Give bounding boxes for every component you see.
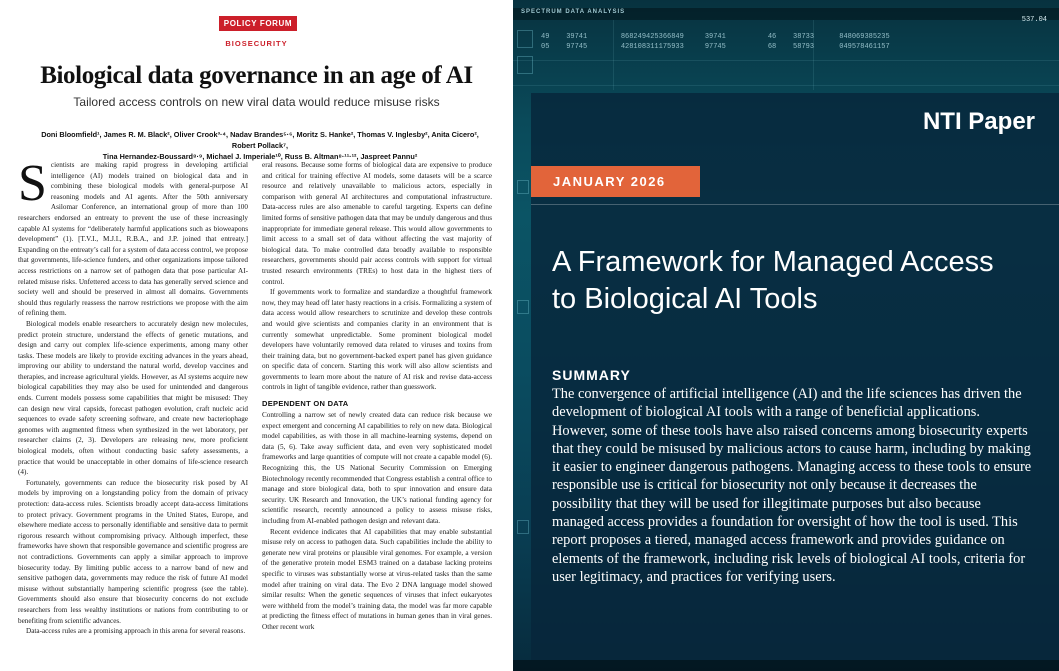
data-number-row: 05 97745 428108311175933 97745 68 58793 049578461157 (541, 43, 890, 51)
publisher-label: NTI Paper (922, 108, 1035, 135)
drop-cap: S (18, 160, 47, 212)
paragraph: If governments work to formalize and standardize a thoughtful framework now, they may head off later hasty reactions in a crisis. Formalizing a system of data access would allow researchers to scrutinize and develop these controls and would give scientists and companies clarity in an environment that is currently somewhat unpredictable. Some prominent biological model developers have voluntarily removed data related to viruses and toxins from their training data, but no government-backed expert panel has given guidance on specific data of concern. Starting this work will also allow scientists and governments to learn more about the nature of AI risk and revise data-access controls in light of tangible evidence, rather than guesswork. (262, 288, 492, 392)
grid-line (813, 20, 814, 90)
article-column-left (18, 160, 248, 671)
article-column-right (262, 160, 492, 671)
section-label: BIOSECURITY (225, 39, 288, 48)
grid-line (513, 85, 1059, 86)
nti-paper-cover (513, 0, 1059, 671)
bottom-strip (513, 660, 1059, 671)
summary-text: The convergence of artificial intelligence (AI) and the life sciences has driven the development of biological AI tools with a range of beneficial applications. However, some of these tools have also raised concerns among biosecurity experts that they could be misused by malicious actors to cause harm, including by making it easier to engineer dangerous pathogens. Managing access to these tools to ensure responsible use is critical for biosecurity not only because it decreases the possibility that they will be used for illegitimate purposes but also because managed access provides a foundation for oversight of how the tool is used. This report proposes a tiered, managed access framework and provides guidance on elements of the framework, including risk levels of biological AI tools, criteria for user legitimacy, and practices for verifying users. (552, 386, 1032, 585)
paragraph: Data-access rules are a promising approach in this arena for several reasons. (26, 627, 246, 636)
data-panel-label: SPECTRUM DATA ANALYSIS (521, 9, 626, 15)
paragraph: Recent evidence indicates that AI capabilities that may enable substantial misuse rely on access to pathogen data. Such capabilities include the ability to generate new viral proteins or plausible viral genomes. For example, a version of the generative protein model ESM3 trained on a database lacking proteins specific to viruses was substantially worse at virus-related tasks than the same model after training on viral data. The Evo 2 DNA language model showed similar results: When the genetic sequences of viruses that infect eukaryotes were withheld from the model’s training data, the model was far more capable at predicting the fitness effect of mutations in human genes than in viral genes. Other recent work (262, 527, 492, 631)
grid-line (613, 20, 614, 90)
policy-forum-badge: POLICY FORUM (219, 16, 297, 31)
paragraph: eral reasons. Because some forms of biological data are expensive to produce and critical for training effective AI models, some datasets will be a scarce resource and relatively unavailable to malicious actors, especially in comparison with general AI architectures and computational infrastructure. Data-access rules are also amenable to careful targeting. Experts can define limited forms of sensitive pathogen data that may be unduly dangerous and thus inappropriate for immediate general release. This would allow governments to limit access to a small set of data without affecting the vast majority of biological data. To make controlled data broadly available to responsible researchers, governments should pair access controls with support for virtual trusted research environments (TREs) to host data in the highest tiers of control. (262, 161, 492, 286)
data-panel-value: 537.04 (1021, 16, 1047, 24)
paragraph-text: cientists are making rapid progress in developing artificial intelligence (AI) models trained on biological data and in combining these biological models with general-purpose AI reasoning models and AI agents. After the 50th anniversary Asilomar Conference, an international group of more than 100 researchers endorsed an entreaty to prevent the use of these increasingly capable AI systems for “deliberately harmful applications such as bioweapons development” (1). [T.V.I., M.J.I., R.B.A., and J.P. joined that entreaty.] Expanding on the entreaty’s call for a system of data access control, we propose that governments, life-science funders, and other organizations impose tailored access restrictions on a narrow set of pathogen data that pose particular AI-related misuse risks. Unfettered access to data has generally served science and society well and should be preserved in almost all domains. Governments should thus regularly reassess the narrow restrictions we propose with the aim of refining them. (18, 161, 248, 318)
hexagon-shape (517, 180, 529, 194)
article-subtitle: Tailored access controls on new viral data would reduce misuse risks (73, 95, 440, 109)
data-number-row: 49 39741 868249425366849 39741 46 38733 848069385235 (541, 33, 890, 41)
article-title: Biological data governance in an age of AI (40, 62, 473, 89)
paragraph (18, 160, 248, 319)
paragraph: Controlling a narrow set of newly created data can reduce risk because we expect emergent and concerning AI capabilities to rely on new data. Biological model capabilities, as with those in all machine-learning systems, depend on data (5, 6). Take away sufficient data, and even very sophisticated model frameworks and large quantities of compute will not create a capable model (6). Recognizing this, the US National Security Commission on Emerging Biotechnology recently recommended that Congress establish a central office to manage and store biological data, both to spur innovation and ensure data security. UK Research and Innovation, the UK’s national funding agency for scientific research, recently announced a policy to assess misuse risks, including from AI-enabled pathogen design and relevant data. (262, 411, 492, 525)
hexagon-shape (517, 300, 529, 314)
paragraph: Biological models enable researchers to accurately design new molecules, predict protein structure, understand the effects of genetic mutations, and design and carry out complex life-science experiments, among many other tasks. These models are likely to provide exciting advances in the years ahead, improving our ability to understand the natural world, develop vaccines and therapies, and increase agricultural yields. However, as AI systems acquire new biological capabilities they may also be used for unintended and dangerous ends. Current models possess some capabilities that might be misused: They can design new viral capsids, forecast pathogen evolution, craft nucleic acid sequences to evade safety screening software, and create new bacteriophage genomes with augmented fitness when synthesized in the wet laboratory, per researcher claims (2, 3). Developers are releasing new, more proficient biological models, often without conducting basic safety assessments, a practice that would be unacceptable in other domains of life-science research (4). (18, 319, 248, 477)
hexagon-shape (517, 56, 533, 74)
date-badge: JANUARY 2026 (531, 166, 700, 197)
author-line-2: Tina Hernandez-Boussard⁸·⁹, Michael J. Imperiale¹⁰, Russ B. Altman⁸·¹¹·¹², Jaspreet Pannu² (102, 152, 418, 161)
author-list (30, 129, 490, 162)
policy-forum-article (0, 0, 513, 671)
section-heading: DEPENDENT ON DATA (262, 399, 349, 409)
hexagon-shape (517, 30, 533, 48)
cover-title: A Framework for Managed Access to Biological AI Tools (552, 246, 994, 315)
summary-heading: SUMMARY (552, 367, 631, 383)
author-line-1: Doni Bloomfield¹, James R. M. Black², Oliver Crook³·⁴, Nadav Brandes⁵·⁶, Moritz S. Hanke², Thomas V. Inglesby², Anita Cicero², Robert Pollack⁷, (41, 130, 479, 150)
grid-line (513, 60, 1059, 61)
divider (531, 204, 1059, 205)
paragraph: Fortunately, governments can reduce the biosecurity risk posed by AI models by improving on a longstanding policy from the domain of privacy protection: data-access rules. Scientists broadly accept data-access limitations to protect privacy. Government programs in the United States, Europe, and elsewhere mediate access to personally identifiable and sensitive data to permit rigorous research without compromising privacy. Although imperfect, these frameworks have shown that responsible governance and scientific progress are not contradictions. Governments can apply a similar approach to improve biosecurity today. By limiting public access to a narrow band of new and sensitive pathogen data, governments may reduce the risk of future AI model misuse without substantially hampering scientific progress (see the table). Governments should also ensure that biosecurity concerns do not exclude researchers from less wealthy institutions or nations from contributing to or benefiting from scientific advances. (18, 478, 248, 625)
hexagon-shape (517, 520, 529, 534)
